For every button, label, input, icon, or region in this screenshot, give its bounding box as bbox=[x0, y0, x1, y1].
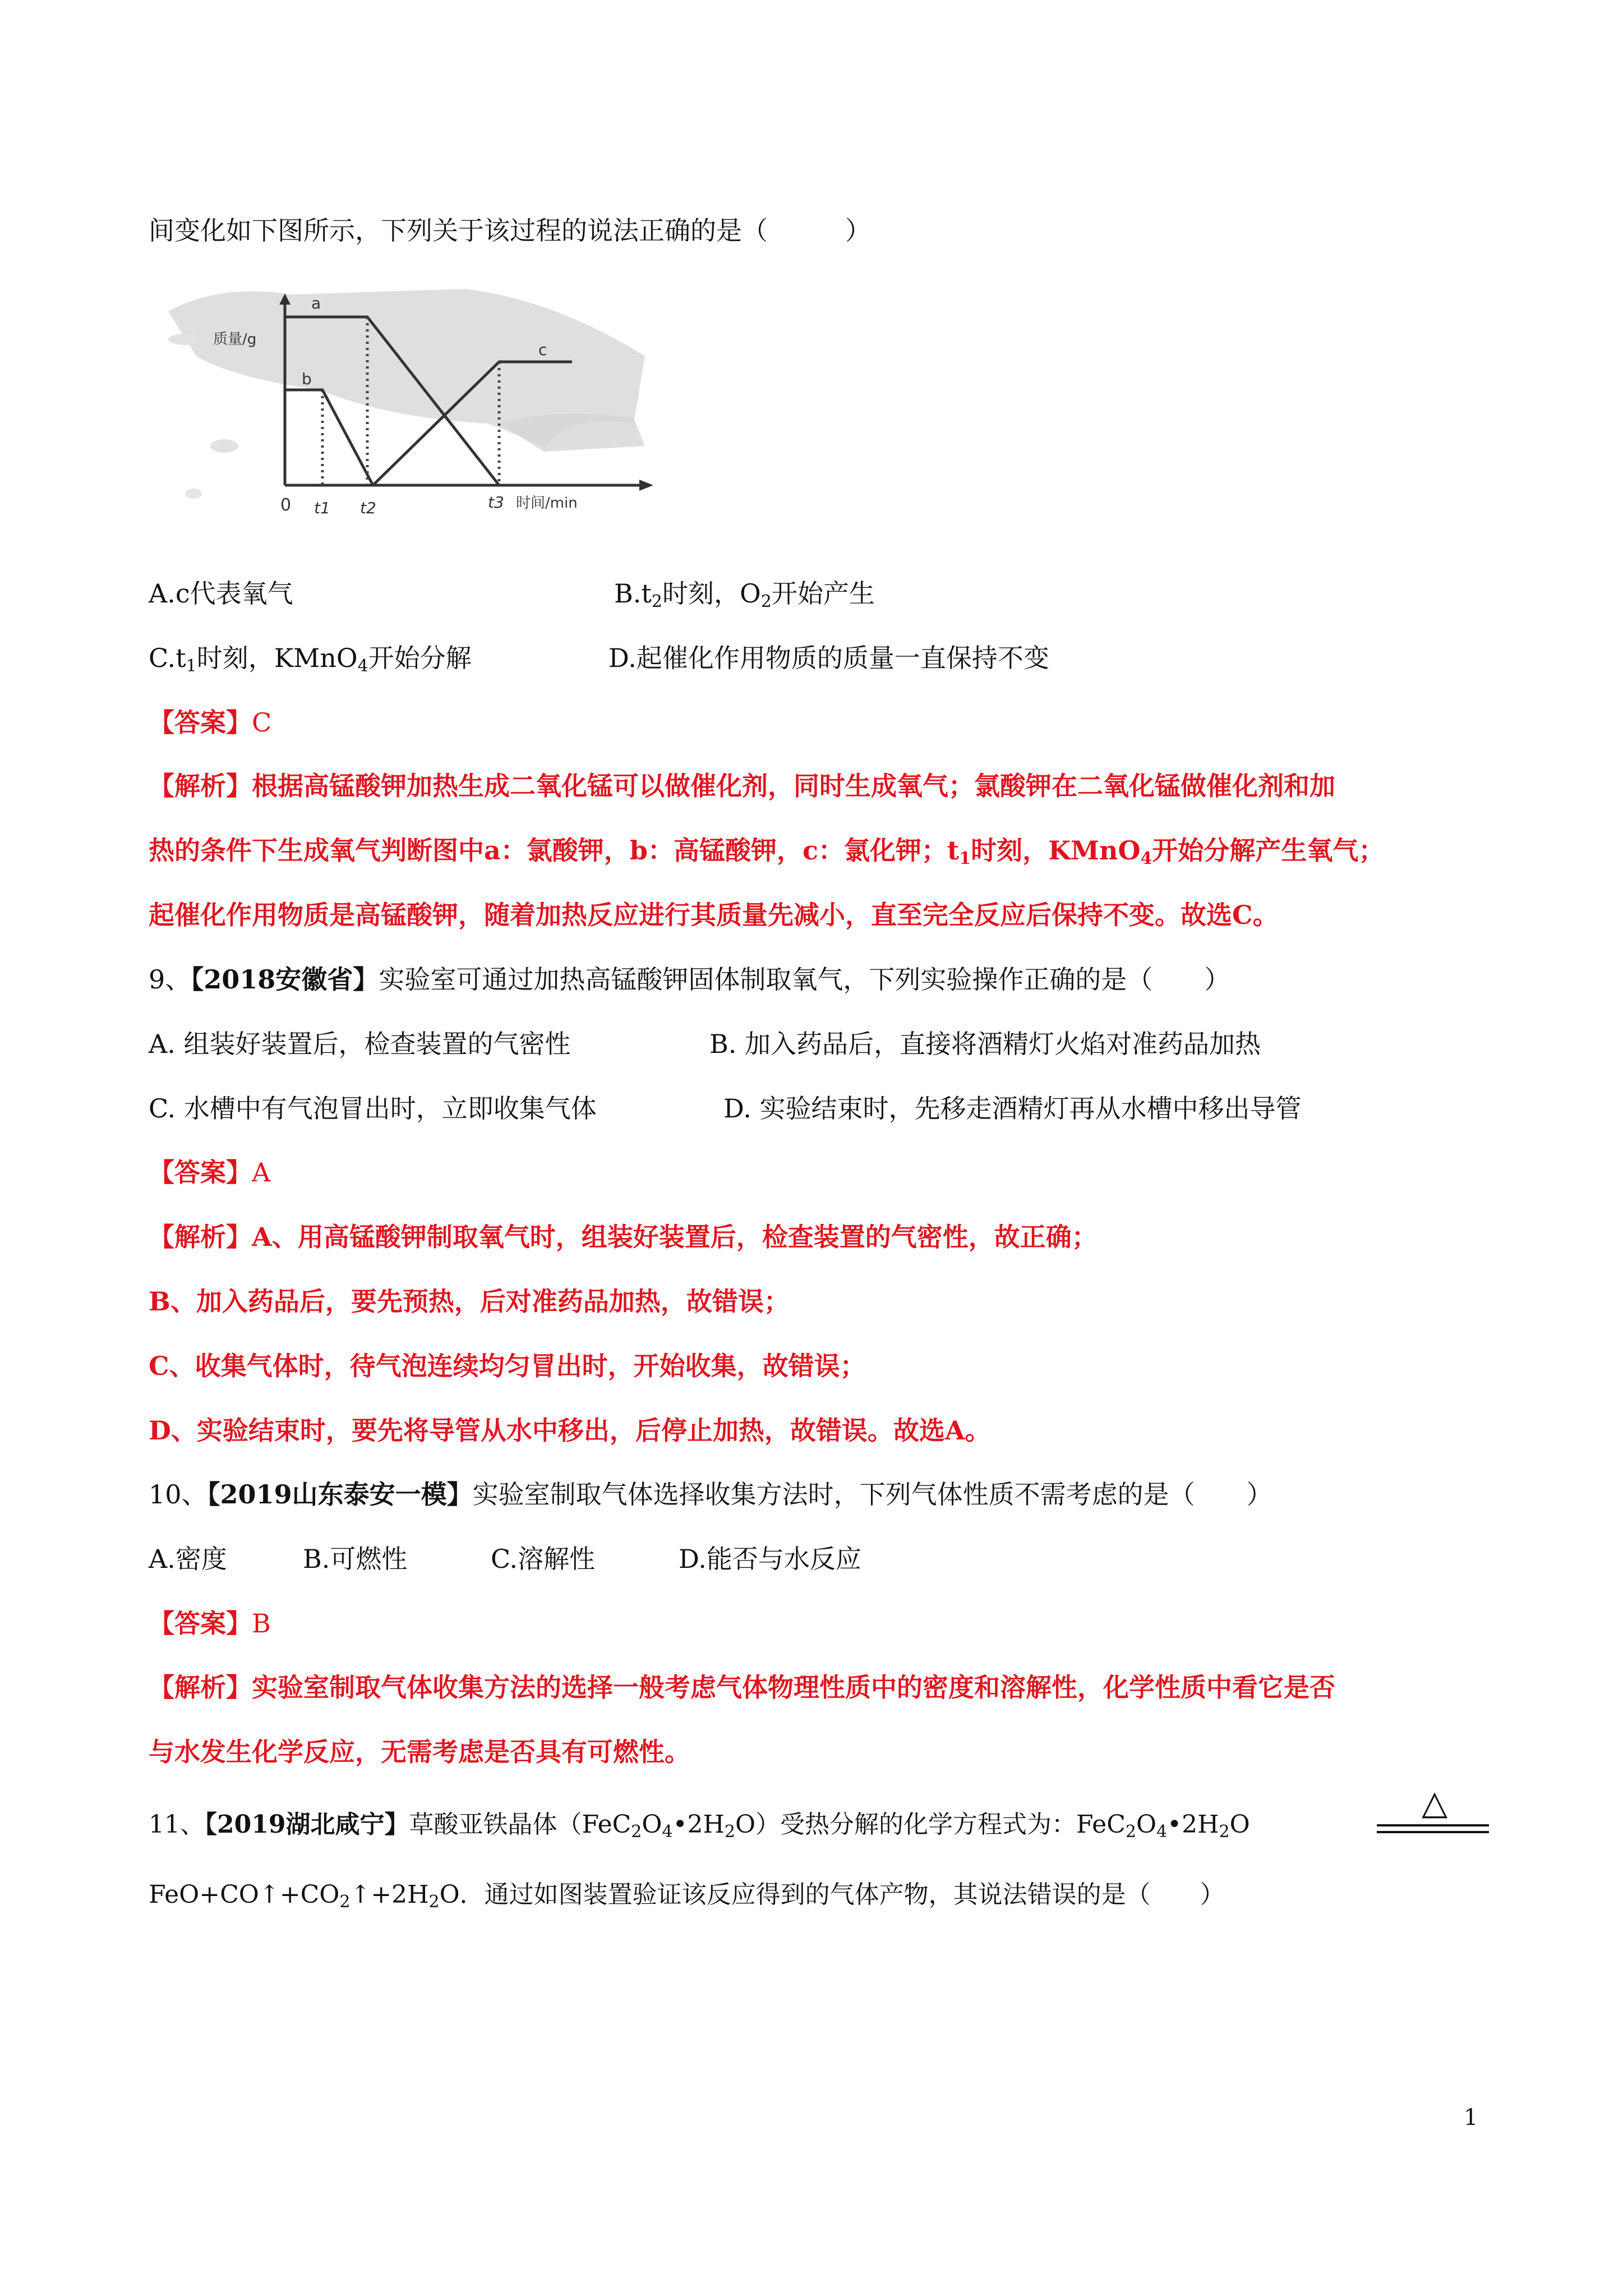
scan-background bbox=[499, 413, 645, 452]
q8-stem: 间变化如下图所示，下列关于该过程的说法正确的是（ ） bbox=[149, 215, 871, 246]
label-t1: t1 bbox=[314, 499, 330, 517]
q9-stem: 9、【2018安徽省】实验室可通过加热高锰酸钾固体制取氧气，下列实验操作正确的是（ ） bbox=[149, 964, 1230, 995]
label-b: b bbox=[302, 370, 312, 388]
q10-option-b: B.可燃性 bbox=[303, 1544, 408, 1574]
q8-option-d: D.起催化作用物质的质量一直保持不变 bbox=[608, 643, 1049, 673]
q9-explanation-3: C、收集气体时，待气泡连续均匀冒出时，开始收集，故错误； bbox=[149, 1351, 866, 1381]
scan-speck bbox=[185, 489, 202, 499]
curve-b bbox=[285, 390, 373, 485]
q10-option-c: C.溶解性 bbox=[491, 1544, 596, 1574]
label-c: c bbox=[538, 341, 547, 359]
q9-answer: 【答案】A bbox=[149, 1157, 271, 1188]
q8-option-b: $B.t_2$时刻，$O_2$开始产生 bbox=[614, 578, 875, 611]
label-t3: t3 bbox=[488, 493, 504, 512]
heating-condition-sign bbox=[1377, 1783, 1489, 1843]
q11-line-1: 11、【2019湖北咸宁】草酸亚铁晶体$(FeC_2O_4•2H_2O)$受热分解的化学方程式为：$FeC_2O_4•2H_2O$ bbox=[149, 1810, 1250, 1842]
xlabel: 时间/min bbox=[516, 495, 578, 512]
ylabel: 质量/g bbox=[213, 331, 257, 348]
label-t2: t2 bbox=[360, 499, 376, 517]
q10-explanation-2: 与水发生化学反应，无需考虑是否具有可燃性。 bbox=[149, 1737, 690, 1767]
q9-option-d: D. 实验结束时，先移走酒精灯再从水槽中移出导管 bbox=[723, 1093, 1302, 1124]
q8-option-a: A.c代表氧气 bbox=[149, 578, 293, 609]
page-number: 1 bbox=[1464, 2105, 1478, 2131]
label-a: a bbox=[311, 294, 321, 312]
scan-speck bbox=[168, 334, 202, 345]
q9-explanation-4: D、实验结束时，要先将导管从水中移出，后停止加热，故错误。故选A。 bbox=[149, 1415, 991, 1446]
x-axis-arrow bbox=[639, 480, 653, 491]
q8-mass-time-graph bbox=[151, 278, 656, 541]
q10-explanation-1: 【解析】实验室制取气体收集方法的选择一般考虑气体物理性质中的密度和溶解性，化学性质中看它是否 bbox=[149, 1672, 1335, 1703]
q8-explanation-1: 【解析】根据高锰酸钾加热生成二氧化锰可以做催化剂，同时生成氧气；氯酸钾在二氧化锰做催化剂和加 bbox=[149, 771, 1335, 801]
scan-speck bbox=[210, 439, 238, 453]
q9-option-a: A. 组装好装置后，检查装置的气密性 bbox=[149, 1029, 571, 1059]
delta-symbol: △ bbox=[1422, 1783, 1448, 1823]
q10-answer: 【答案】B bbox=[149, 1608, 271, 1639]
label-origin: 0 bbox=[280, 495, 292, 515]
q10-option-a: A.密度 bbox=[149, 1544, 227, 1574]
q9-option-b: B. 加入药品后，直接将酒精灯火焰对准药品加热 bbox=[709, 1029, 1261, 1059]
q9-explanation-1: 【解析】A、用高锰酸钾制取氧气时，组装好装置后，检查装置的气密性，故正确； bbox=[149, 1222, 1098, 1252]
q10-stem: 10、【2019山东泰安一模】实验室制取气体选择收集方法时，下列气体性质不需考虑的是（ ） bbox=[149, 1479, 1272, 1510]
double-line-bottom bbox=[1377, 1831, 1489, 1833]
q9-option-c: C. 水槽中有气泡冒出时，立即收集气体 bbox=[149, 1093, 597, 1124]
q10-options bbox=[149, 1543, 861, 1575]
q9-explanation-2: B、加入药品后，要先预热，后对准药品加热，故错误； bbox=[149, 1286, 790, 1317]
q10-option-d: D.能否与水反应 bbox=[679, 1544, 861, 1574]
q8-option-c: $C.t_1$时刻，KMnO$_4$开始分解 bbox=[149, 643, 472, 676]
q8-explanation-2: 热的条件下生成氧气判断图中a：氯酸钾，b：高锰酸钾，c：氯化钾；$t_1$时刻，KMnO$_4$开始分解产生氧气； bbox=[149, 835, 1385, 868]
q8-explanation-3: 起催化作用物质是高锰酸钾，随着加热反应进行其质量先减小，直至完全反应后保持不变。故选C。 bbox=[149, 900, 1279, 930]
double-line-top bbox=[1377, 1824, 1489, 1826]
q8-answer: 【答案】C bbox=[149, 707, 272, 738]
q11-line-2: $FeO+CO↑+CO_2↑+2H_2O$．通过如图装置验证该反应得到的气体产物，其说法错误的是（ ） bbox=[149, 1880, 1225, 1912]
